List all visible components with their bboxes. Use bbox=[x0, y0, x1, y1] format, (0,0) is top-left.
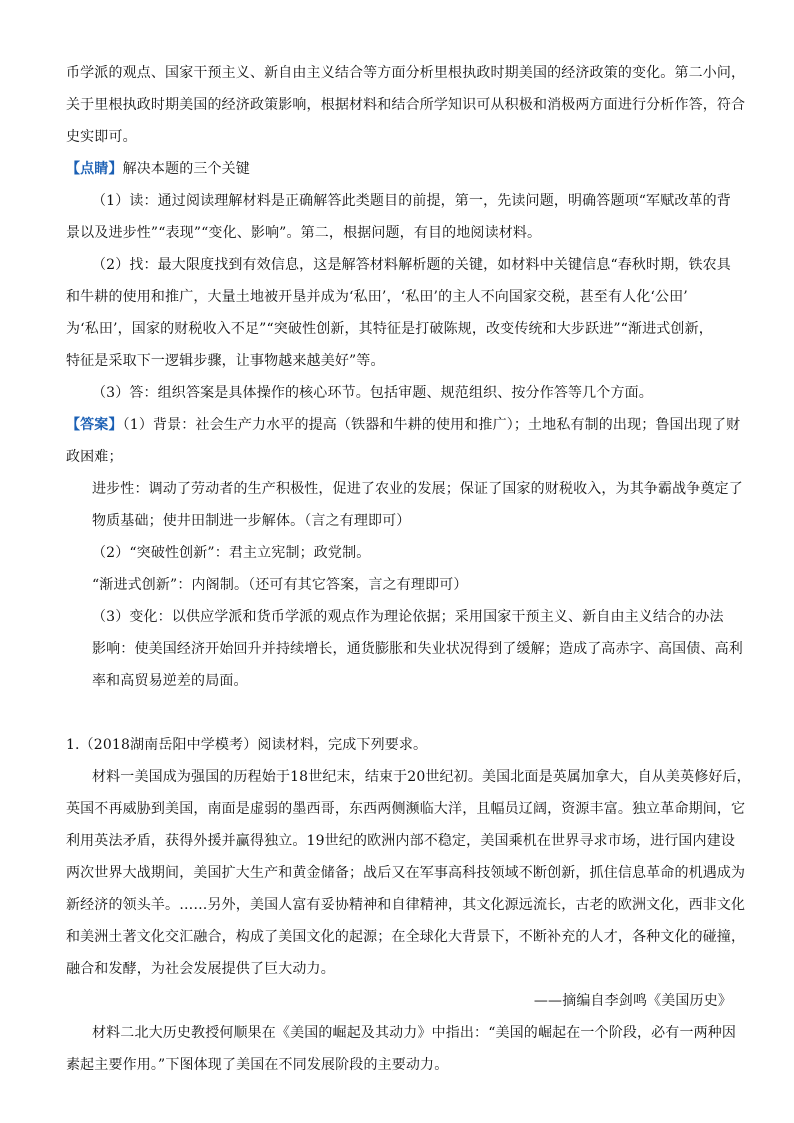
answer-line: 影响：使美国经济开始回升并持续增长，通货膨胀和失业状况得到了缓解；造成了高赤字、高国债、高利 bbox=[92, 641, 743, 657]
answer-heading bbox=[66, 416, 741, 434]
intro-line: 币学派的观点、国家干预主义、新自由主义结合等方面分析里根执政时期美国的经济政策的变化。第二小问， bbox=[66, 65, 746, 81]
answer-line: 进步性：调动了劳动者的生产积极性，促进了农业的发展；保证了国家的财税收入，为其争霸战争奠定了 bbox=[92, 481, 743, 497]
dianjing-line: 为‘私田’，国家的财税收入不足”“突破性创新，其特征是打破陈规，改变传统和大步跃进”“渐进式创新， bbox=[66, 321, 713, 337]
dianjing-line: （3）答：组织答案是具体操作的核心环节。包括审题、规范组织、按分作答等几个方面。 bbox=[92, 385, 653, 401]
answer-line: （2）“突破性创新”：君主立宪制；政党制。 bbox=[92, 545, 371, 561]
answer-line: 政困难； bbox=[66, 449, 123, 465]
material-line: 素起主要作用。”下图体现了美国在不同发展阶段的主要动力。 bbox=[66, 1057, 449, 1073]
material-line: 材料一美国成为强国的历程始于18世纪末，结束于20世纪初。美国北面是英属加拿大，自从美英修好后， bbox=[92, 769, 751, 785]
intro-line: 史实即可。 bbox=[66, 129, 137, 145]
dianjing-line: 景以及进步性”“表现”“变化、影响”。第二，根据问题，有目的地阅读材料。 bbox=[66, 225, 542, 241]
answer-line: （3）变化：以供应学派和货币学派的观点作为理论依据；采用国家干预主义、新自由主义结合的办法 bbox=[92, 609, 724, 625]
material-line: 融合和发酵，为社会发展提供了巨大动力。 bbox=[66, 961, 335, 977]
material-line: 材料二北大历史教授何顺果在《美国的崛起及其动力》中指出：“美国的崛起在一个阶段，必有一两种因 bbox=[92, 1025, 737, 1041]
answer-tag: 【答案】 bbox=[66, 417, 123, 433]
material-line: 两次世界大战期间，美国扩大生产和黄金储备；战后又在军事高科技领域不断创新，抓住信息革命的机遇成为 bbox=[66, 865, 746, 881]
material-line: 新经济的领头羊。……另外，美国人富有妥协精神和自律精神，其文化源远流长，古老的欧洲文化，西非文化 bbox=[66, 897, 746, 913]
answer-line: 率和高贸易逆差的局面。 bbox=[92, 673, 248, 689]
dianjing-line: 和牛耕的使用和推广，大量土地被开垦并成为‘私田’，‘私田’的主人不向国家交税，甚至有人化‘公田’ bbox=[66, 289, 688, 305]
dianjing-line: 特征是采取下一逻辑步骤，让事物越来越美好”等。 bbox=[66, 353, 385, 369]
answer-line: “渐进式创新”：内阁制。（还可有其它答案，言之有理即可） bbox=[92, 577, 468, 593]
answer-line: 物质基础；使井田制进一步解体。（言之有理即可） bbox=[92, 513, 411, 529]
dianjing-heading bbox=[66, 160, 732, 178]
dianjing-title: 解决本题的三个关键 bbox=[122, 161, 250, 177]
dianjing-line: （2）找：最大限度找到有效信息，这是解答材料解析题的关键，如材料中关键信息“春秋时期，铁农具 bbox=[92, 257, 731, 273]
dianjing-tag: 【点睛】 bbox=[66, 161, 123, 177]
intro-line: 关于里根执政时期美国的经济政策影响，根据材料和结合所学知识可从积极和消极两方面进行分析作答，符合 bbox=[66, 97, 746, 113]
answer-line: （1）背景：社会生产力水平的提高（铁器和牛耕的使用和推广）；土地私有制的出现；鲁国出现了财 bbox=[122, 417, 741, 433]
dianjing-line: （1）读：通过阅读理解材料是正确解答此类题目的前提，第一，先读问题，明确答题项“军赋改革的背 bbox=[92, 193, 731, 209]
material-line: 英国不再威胁到美国，南面是虚弱的墨西哥，东西两侧濒临大洋，且幅员辽阔，资源丰富。独立革命期间，它 bbox=[66, 801, 746, 817]
material-source: ——摘编自李剑鸣《美国历史》 bbox=[533, 993, 732, 1009]
question-header: 1.（2018湖南岳阳中学模考）阅读材料，完成下列要求。 bbox=[66, 737, 428, 753]
material-line: 和美洲土著文化交汇融合，构成了美国文化的起源；在全球化大背景下，不断补充的人才，各种文化的碰撞， bbox=[66, 929, 746, 945]
material-line: 利用英法矛盾，获得外援并赢得独立。19世纪的欧洲内部不稳定，美国乘机在世界寻求市场，进行国内建设 bbox=[66, 833, 736, 849]
